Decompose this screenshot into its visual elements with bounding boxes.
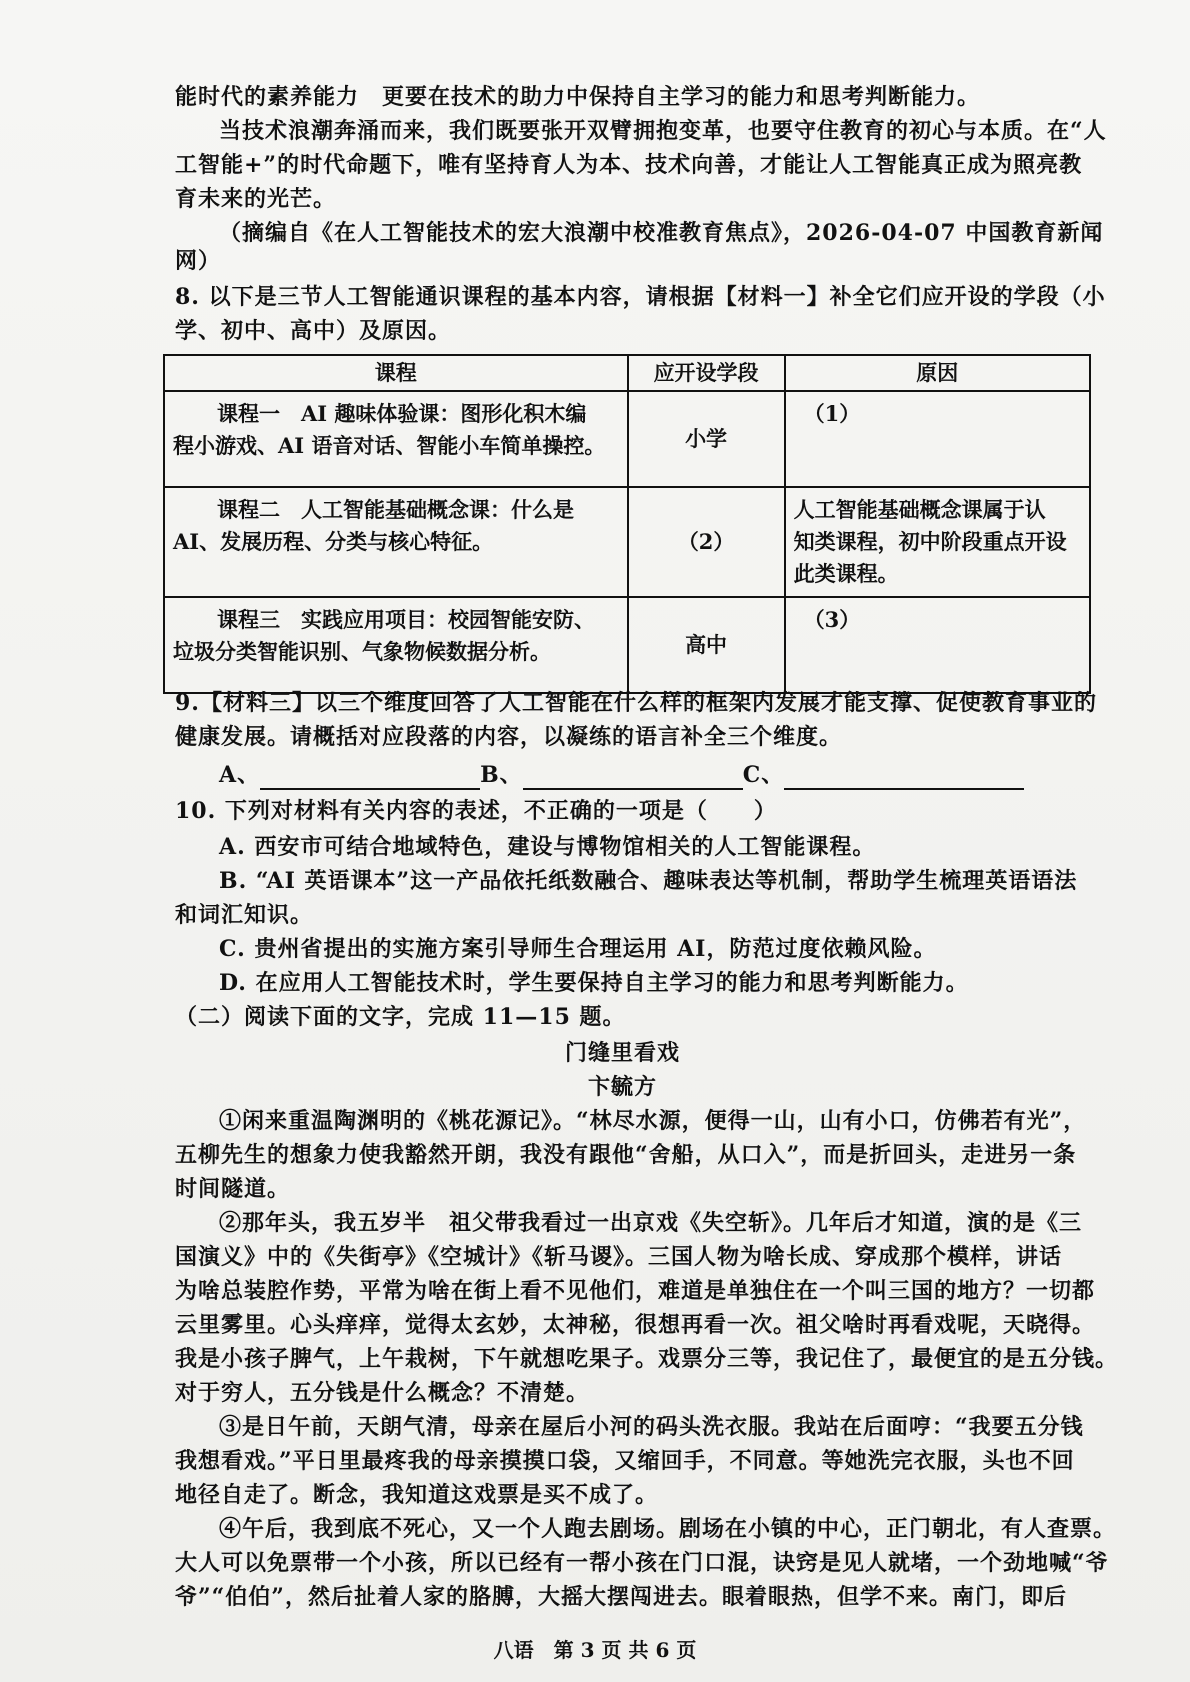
story-author: 卞毓方 — [587, 1074, 657, 1100]
option-a[interactable]: A. 西安市可结合地域特色，建设与博物馆相关的人工智能课程。 — [219, 834, 876, 860]
course-cell — [164, 487, 628, 597]
reason-text: （3） — [803, 607, 861, 632]
course-text: 课程三 实践应用项目：校园智能安防、 — [217, 607, 595, 632]
question-10-stem: 10. 下列对材料有关内容的表述，不正确的一项是（ ） — [175, 798, 777, 824]
story-line: ①闲来重温陶渊明的《桃花源记》。“林尽水源，便得一山，山有小口，仿佛若有光”， — [219, 1108, 1087, 1134]
story-line: 爷”“伯伯”，然后扯着人家的胳膊，大摇大摆闯进去。眼着眼热，但学不来。南门，即后 — [175, 1584, 1067, 1610]
header-reason: 原因 — [785, 355, 1090, 391]
story-line: 大人可以免票带一个小孩，所以已经有一帮小孩在门口混，诀窍是见人就堵，一个劲地喊“爷 — [175, 1550, 1109, 1576]
question-9-stem: 9.【材料三】以三个维度回答了人工智能在什么样的框架内发展才能支撑、促使教育事业的 — [175, 690, 1097, 716]
header-stage: 应开设学段 — [628, 355, 785, 391]
reason-text: 知类课程，初中阶段重点开设 — [793, 529, 1067, 554]
option-c[interactable]: C. 贵州省提出的实施方案引导师生合理运用 AI，防范过度依赖风险。 — [219, 936, 937, 962]
story-line: 我想看戏。”平日里最疼我的母亲摸摸口袋，又缩回手，不同意。等她洗完衣服，头也不回 — [175, 1448, 1075, 1474]
question-8-stem: 8. 以下是三节人工智能通识课程的基本内容，请根据【材料一】补全它们应开设的学段（小 — [175, 284, 1106, 310]
question-9-blanks — [219, 760, 1070, 790]
source-citation: （摘编自《在人工智能技术的宏大浪潮中校准教育焦点》，2026-04-07 中国教育新闻 — [219, 220, 1104, 246]
section-heading: （二）阅读下面的文字，完成 11—15 题。 — [175, 1004, 626, 1030]
stage-cell: 小学 — [628, 391, 785, 487]
story-line: 我是小孩子脾气，上午栽树，下午就想吃果子。戏票分三等，我记住了，最便宜的是五分钱。 — [175, 1346, 1119, 1372]
story-line: 对于穷人，五分钱是什么概念？不清楚。 — [175, 1380, 590, 1406]
course-cell — [164, 597, 628, 693]
table-row — [164, 597, 1090, 693]
reason-cell[interactable] — [785, 391, 1090, 487]
reason-text: 人工智能基础概念课属于认 — [793, 497, 1046, 522]
story-line: 地径自走了。断念，我知道这戏票是买不成了。 — [175, 1482, 659, 1508]
option-d[interactable]: D. 在应用人工智能技术时，学生要保持自主学习的能力和思考判断能力。 — [219, 970, 969, 996]
page-footer: 八语 第 3 页 共 6 页 — [493, 1638, 697, 1662]
text-line: 工智能+”的时代命题下，唯有坚持育人为本、技术向善，才能让人工智能真正成为照亮教 — [175, 152, 1083, 178]
course-table — [163, 354, 1091, 694]
story-line: 时间隧道。 — [175, 1176, 291, 1202]
course-text: 程小游戏、AI 语音对话、智能小车简单操控。 — [173, 433, 606, 458]
text-line: 当技术浪潮奔涌而来，我们既要张开双臂拥抱变革，也要守住教育的初心与本质。在“人 — [219, 118, 1107, 144]
story-line: 为啥总装腔作势，平常为啥在街上看不见他们，难道是单独住在一个叫三国的地方？一切都 — [175, 1278, 1096, 1304]
story-line: 国演义》中的《失街亭》《空城计》《斩马谡》。三国人物为啥长成、穿成那个模样，讲话 — [175, 1244, 1063, 1270]
blank-a-label: A、 — [219, 762, 261, 788]
story-line: 五柳先生的想象力使我豁然开朗，我没有跟他“舍船，从口入”，而是折回头，走进另一条 — [175, 1142, 1077, 1168]
blank-a[interactable] — [260, 766, 480, 790]
course-cell — [164, 391, 628, 487]
reason-cell — [785, 487, 1090, 597]
text-line: 能时代的素养能力 更要在技术的助力中保持自主学习的能力和思考判断能力。 — [175, 84, 981, 110]
blank-b[interactable] — [523, 766, 743, 790]
course-text: 课程一 AI 趣味体验课：图形化积木编 — [217, 401, 587, 426]
story-line: ④午后，我到底不死心，又一个人跑去剧场。剧场在小镇的中心，正门朝北，有人查票。 — [219, 1516, 1117, 1542]
question-9-stem-cont: 健康发展。请概括对应段落的内容，以凝练的语言补全三个维度。 — [175, 724, 843, 750]
table-header-row — [164, 355, 1090, 391]
stage-cell: 高中 — [628, 597, 785, 693]
reason-text: 此类课程。 — [793, 561, 899, 586]
header-course: 课程 — [164, 355, 628, 391]
course-text: 垃圾分类智能识别、气象物候数据分析。 — [173, 639, 551, 664]
story-line: 云里雾里。心头痒痒，觉得太玄妙，太神秘，很想再看一次。祖父啥时再看戏呢，天晓得。 — [175, 1312, 1096, 1338]
story-title: 门缝里看戏 — [564, 1040, 680, 1066]
option-b-cont: 和词汇知识。 — [175, 902, 314, 928]
course-text: 课程二 人工智能基础概念课：什么是 — [217, 497, 574, 522]
text-line: 育未来的光芒。 — [175, 186, 337, 212]
blank-b-label: B、 — [480, 762, 523, 788]
reason-text: （1） — [803, 401, 861, 426]
story-line: ②那年头，我五岁半 祖父带我看过一出京戏《失空斩》。几年后才知道，演的是《三 — [219, 1210, 1083, 1236]
source-citation-cont: 网） — [175, 248, 222, 274]
option-b[interactable]: B. “AI 英语课本”这一产品依托纸数融合、趣味表达等机制，帮助学生梳理英语语法 — [219, 868, 1078, 894]
table-row — [164, 391, 1090, 487]
story-line: ③是日午前，天朗气清，母亲在屋后小河的码头洗衣服。我站在后面哼：“我要五分钱 — [219, 1414, 1084, 1440]
table-row — [164, 487, 1090, 597]
course-text: AI、发展历程、分类与核心特征。 — [173, 529, 494, 554]
reason-cell[interactable] — [785, 597, 1090, 693]
blank-c[interactable] — [784, 766, 1024, 790]
blank-c-label: C、 — [742, 762, 785, 788]
question-8-stem-cont: 学、初中、高中）及原因。 — [175, 318, 452, 344]
stage-cell[interactable]: （2） — [628, 487, 785, 597]
